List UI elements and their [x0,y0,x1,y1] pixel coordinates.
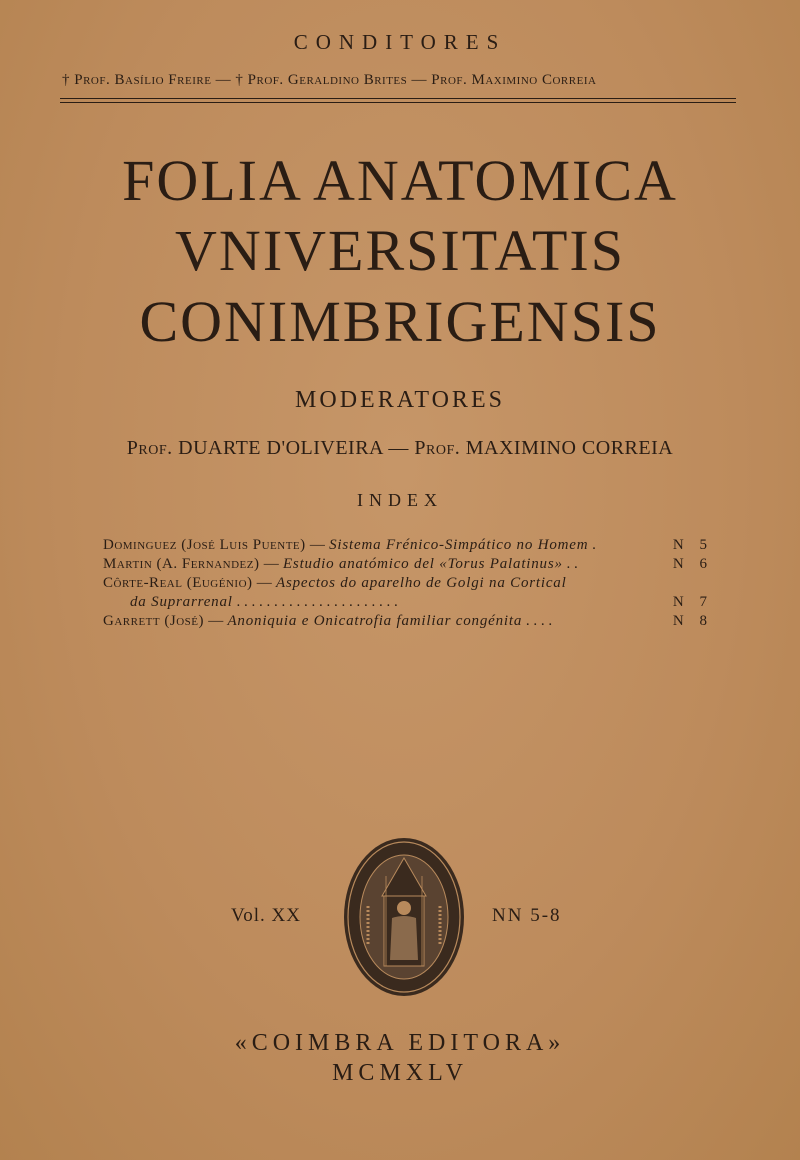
index-entry-dots: . . . . [525,613,553,629]
volume-label [231,905,301,927]
moderator-1-prefix: Prof. [126,437,173,459]
index-entry [130,594,713,611]
index-entry-author: Martin (A. Fernandez) — [103,556,280,572]
university-seal-icon [342,836,466,998]
moderators-line [0,437,800,460]
index-entry [103,575,703,592]
index-entry-title: da Suprarrenal [130,594,233,610]
header-rule-top [60,98,736,99]
index-entry-number: N 7 [672,594,713,610]
index-entry-number: N 5 [672,537,713,553]
index-entry-number: N 6 [672,556,713,572]
volume-text: Vol. XX [231,905,301,926]
publisher-name: «COIMBRA EDITORA» [234,1030,566,1056]
founders-line: † Prof. Basílio Freire — † Prof. Geraldino Brites — Prof. Maximino Correia [62,72,597,88]
moderator-2-name: MAXIMINO CORREIA [465,437,674,459]
index-entry [103,556,713,573]
moderator-2-prefix: Prof. [414,437,461,459]
index-entry-author: Côrte-Real (Eugénio) — [103,575,273,591]
moderator-1-name: DUARTE D'OLIVEIRA [178,437,383,459]
issue-numbers: NN 5-8 [492,905,562,926]
journal-title-line-3: CONIMBRIGENSIS [139,289,661,354]
index-heading: INDEX [357,490,443,510]
index-entry-title: Aspectos do aparelho de Golgi na Cortical [276,575,567,591]
index-entry-dots: . . [566,556,578,572]
publication-year: MCMXLV [332,1060,468,1086]
index-entry-title: Sistema Frénico-Simpático no Homem [329,537,589,553]
index-entry-author: Garrett (José) — [103,613,224,629]
index-entry-title: Estudio anatómico del «Torus Palatinus» [282,556,563,572]
index-entry-number: N 8 [672,613,713,629]
index-entry-dots: . [592,537,596,553]
index-entry-author: Dominguez (José Luis Puente) — [103,537,326,553]
moderator-separator: — [388,437,409,459]
moderators-heading: MODERATORES [295,387,505,413]
index-entry-dots: . . . . . . . . . . . . . . . . . . . . . . [236,594,398,610]
journal-title-line-1: FOLIA ANATOMICA [122,148,678,213]
index-entry-title: Anoniquia e Onicatrofia familiar congénita [227,613,523,629]
header-rule-bottom [60,102,736,103]
index-entry [103,613,713,630]
conditores-heading: CONDITORES [293,30,507,54]
journal-title-line-2: VNIVERSITATIS [175,218,625,283]
index-entry [103,537,713,554]
